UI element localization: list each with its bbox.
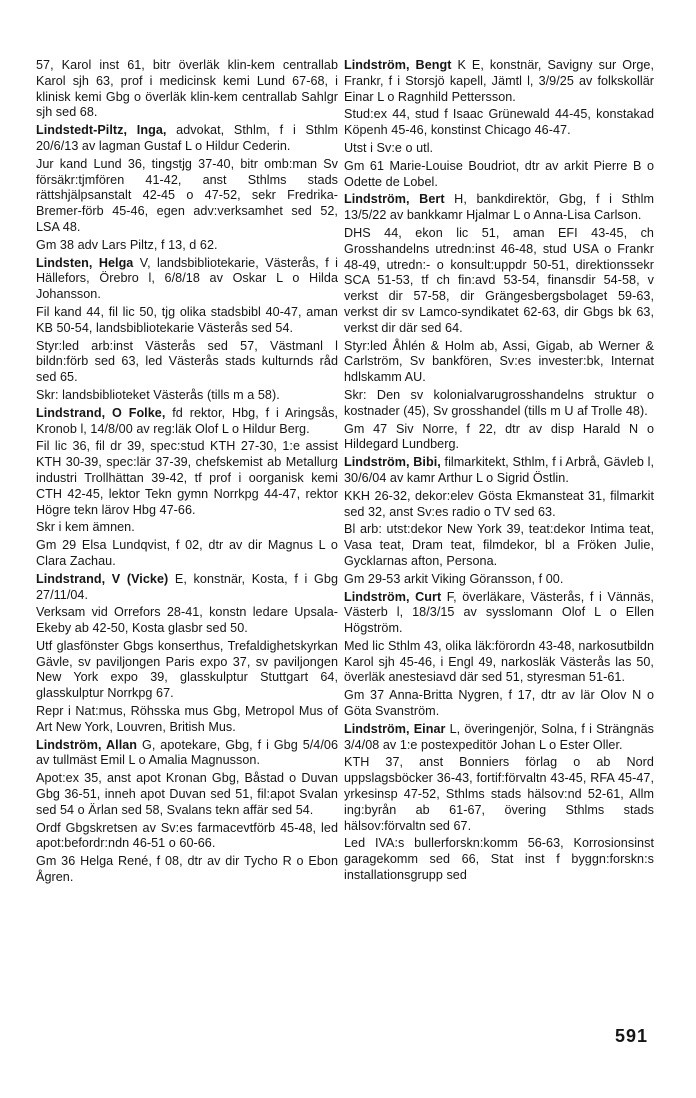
- entry-paragraph: [344, 688, 654, 720]
- entry-text: Apot:ex 35, anst apot Kronan Gbg, Båstad o Duvan Gbg 36-51, inneh apot Duvan sed 51, fil:apot Svalan sed 54 o Ärlan sed 58, Svalans tekn affär sed 54.: [36, 771, 338, 817]
- entry-name: Lindstrand, O Folke,: [36, 405, 166, 420]
- entry-text: KTH 37, anst Bonniers förlag o ab Nord uppslagsböcker 36-43, fortif:förvaltn 43-45, RFA 45-47, yrkesinsp 47-52, Sthlms stads hälsov:nd 52-61, Allm ing:byrån ab 61-67, övering Sthlms stads hälsov:förvaltn sed 67.: [344, 755, 654, 833]
- entry-text: L, överingenjör, Solna, f i Strängnäs 3/4/08 av 1:e postexpeditör Johan L o Ester Oller.: [344, 721, 654, 752]
- entry-heading-paragraph: [344, 722, 654, 754]
- entry-heading-paragraph: [344, 590, 654, 637]
- entry-paragraph: [36, 639, 338, 702]
- entry-text: Gm 37 Anna-Britta Nygren, f 17, dtr av lär Olov N o Göta Svanström.: [344, 688, 654, 719]
- entry-text: Jur kand Lund 36, tingstjg 37-40, bitr omb:man Sv försäkr:tjmfören 41-42, anst Sthlms stads rättshjälpsanstalt 42-45 o 47-52, sekr Fredrika-Bremer-förb 45-46, egen adv:verksamhet sed 52, LSA 48.: [36, 156, 338, 234]
- biography-entry: [36, 406, 338, 570]
- entry-paragraph: [344, 489, 654, 521]
- left-column: [36, 58, 338, 888]
- entry-text: Utst i Sv:e o utl.: [344, 140, 434, 155]
- entry-name: Lindström, Bengt: [344, 58, 452, 72]
- page-number: 591: [614, 1026, 648, 1046]
- entry-paragraph: [344, 422, 654, 454]
- entry-paragraph: [36, 305, 338, 337]
- entry-text: Styr:led arb:inst Västerås sed 57, Västmanl l bildn:förb sed 63, led Västerås stads kulturnds råd sed 65.: [36, 338, 338, 385]
- entry-paragraph: [36, 771, 338, 818]
- entry-text: Med lic Sthlm 43, olika läk:förordn 43-48, narkosutbildn Karol sjh 45-46, i Engl 49, narkosläk Västerås las 50, överläk anestesiavd där sed 51, styresman 51-61.: [344, 638, 654, 685]
- entry-text: Gm 36 Helga René, f 08, dtr av dir Tycho R o Ebon Ågren.: [36, 854, 338, 885]
- entry-heading-paragraph: [36, 256, 338, 303]
- entry-name: Lindstrand, V (Vicke): [36, 571, 169, 586]
- entry-paragraph: [344, 388, 654, 420]
- biography-entry: [36, 572, 338, 736]
- entry-name: Lindström, Allan: [36, 737, 138, 752]
- entry-text: Utf glasfönster Gbgs konserthus, Trefaldighetskyrkan Gävle, sv paviljongen Paris expo 37, sv paviljongen New York expo 39, glasskulptur Stuttgart 64, glasskulptur Norrkpg 67.: [36, 638, 338, 701]
- entry-text: Gm 38 adv Lars Piltz, f 13, d 62.: [36, 237, 218, 252]
- entry-text: F, överläkare, Västerås, f i Vännäs, Västerb l, 18/3/15 av sysslomann Olof L o Ellen Högström.: [344, 589, 654, 636]
- entry-text: advokat, Sthlm, f i Sthlm 20/6/13 av lagman Gustaf L o Hildur Cederin.: [36, 123, 338, 153]
- entry-text: Gm 29 Elsa Lundqvist, f 02, dtr av dir Magnus L o Clara Zachau.: [36, 538, 338, 568]
- biography-entry: [344, 722, 654, 884]
- entry-text: V, landsbibliotekarie, Västerås, f i Hällefors, Örebro l, 6/8/18 av Oskar L o Hilda Johansson.: [36, 255, 338, 302]
- biography-entry: [36, 738, 338, 886]
- entry-heading-paragraph: [344, 192, 654, 224]
- biography-entry: [344, 455, 654, 587]
- entry-text: Gm 61 Marie-Louise Boudriot, dtr av arkit Pierre B o Odette de Lobel.: [344, 158, 654, 189]
- entry-text: fd rektor, Hbg, f i Aringsås, Kronob l, 14/8/00 av reg:läk Olof L o Hildur Berg.: [36, 405, 338, 436]
- entry-heading-paragraph: [344, 455, 654, 487]
- entry-paragraph: [36, 538, 338, 570]
- entry-text: Skr i kem ämnen.: [36, 520, 135, 535]
- entry-paragraph: [36, 439, 338, 518]
- entry-text: Gm 29-53 arkit Viking Göransson, f 00.: [344, 571, 564, 586]
- entry-paragraph: [36, 339, 338, 386]
- entry-paragraph: [36, 388, 338, 404]
- entry-text: Skr: landsbiblioteket Västerås (tills m a 58).: [36, 387, 280, 402]
- entry-text: Verksam vid Orrefors 28-41, konstn ledare Upsala-Ekeby ab 42-50, Kosta glasbr sed 50.: [36, 605, 338, 636]
- entry-text: Led IVA:s bullerforskn:komm 56-63, Korrosionsinst garagekomm sed 66, Stat inst f byggn:forskn:s installationsgrupp sed: [344, 836, 654, 883]
- entry-paragraph: [344, 836, 654, 883]
- entry-text: Gm 47 Siv Norre, f 22, dtr av disp Harald N o Hildegard Lundberg.: [344, 421, 654, 452]
- entry-name: Lindstedt-Piltz, Inga,: [36, 123, 167, 138]
- entry-text: filmarkitekt, Sthlm, f i Arbrå, Gävleb l, 30/6/04 av kamr Arthur L o Sigrid Östlin.: [344, 455, 654, 485]
- entry-text: H, bankdirektör, Gbg, f i Sthlm 13/5/22 av bankkamr Hjalmar L o Anna-Lisa Carlson.: [344, 192, 654, 223]
- entry-paragraph: [344, 522, 654, 569]
- entry-paragraph: [344, 107, 654, 139]
- entry-text: DHS 44, ekon lic 51, aman EFI 43-45, ch Grosshandelns utredn:inst 46-48, stud USA o Frankr 48-49, utredn:- o konsult:uppdr 50-51, direktionssekr SCA 51-53, tf ch fin:avd 53-54, finansdir 54-58, v verkst dir 57-58, dir Grängesbergsbolaget 59-63, verkst dir sv Lamco-syndikatet 62-63, dir Gbgs bk 63, verkst dir där sed 64.: [344, 225, 654, 335]
- entry-name: Lindström, Einar: [344, 721, 446, 736]
- entry-text: Ordf Gbgskretsen av Sv:es farmacevtförb 45-48, led apot:befordr:ndn 46-51 o 60-66.: [36, 820, 338, 851]
- entry-paragraph: [344, 572, 654, 588]
- entry-name: Lindström, Bert: [344, 192, 445, 207]
- entry-paragraph: [344, 339, 654, 386]
- biography-entry: [344, 590, 654, 720]
- entry-text: 57, Karol inst 61, bitr överläk klin-kem centrallab Karol sjh 63, prof i medicinsk kemi Lund 67-68, i klinisk kemi Gbg o överläk klin-kem centrallab Sahlgr sjh sed 68.: [36, 58, 338, 120]
- entry-text: E, konstnär, Kosta, f i Gbg 27/11/04.: [36, 571, 338, 602]
- entry-paragraph: [36, 157, 338, 236]
- entry-heading-paragraph: [36, 123, 338, 155]
- entry-paragraph: [36, 854, 338, 886]
- entry-name: Lindström, Curt: [344, 589, 442, 604]
- entry-text: Styr:led Åhlén & Holm ab, Assi, Gigab, ab Werner & Carlström, Sv bankfören, Sv:es invester:bk, Internat hdlskamm AU.: [344, 338, 654, 385]
- entry-heading-paragraph: [36, 738, 338, 770]
- entry-name: Lindström, Bibi,: [344, 455, 441, 470]
- entry-paragraph: [36, 704, 338, 736]
- biography-entry: [36, 123, 338, 253]
- entry-paragraph: [36, 520, 338, 536]
- entry-paragraph: [344, 226, 654, 337]
- entry-name: Lindsten, Helga: [36, 255, 134, 270]
- entry-text: Bl arb: utst:dekor New York 39, teat:dekor Intima teat, Vasa teat, Dram teat, filmdekor, bl a Fröken Julie, Gycklarnas afton, Persona.: [344, 522, 654, 568]
- biography-entry: [36, 58, 338, 121]
- entry-text: Stud:ex 44, stud f Isaac Grünewald 44-45, konstakad Köpenh 45-46, konstinst Chicago 46-47.: [344, 107, 654, 138]
- entry-paragraph: [344, 159, 654, 191]
- entry-text: Fil lic 36, fil dr 39, spec:stud KTH 27-30, 1:e assist KTH 30-39, spec:lär 37-39, chefskemist ab Metallurg industri Trollhättan 39-42, tf prof i oorganisk kemi CTH 42-45, lektor Tekn gymn Norrkpg 44-47, rektor Högre tekn lärov Hbg 47-66.: [36, 439, 338, 517]
- entry-paragraph: [344, 141, 654, 157]
- entry-text: Skr: Den sv kolonialvarugrosshandelns struktur o kostnader (45), Sv grosshandel (tills m U af Trolle 48).: [344, 387, 654, 418]
- entry-heading-paragraph: [36, 572, 338, 604]
- entry-text: Repr i Nat:mus, Röhsska mus Gbg, Metropol Mus of Art New York, Louvren, British Mus.: [36, 704, 338, 734]
- right-column: [344, 58, 654, 886]
- entry-paragraph: [36, 238, 338, 254]
- entry-text: K E, konstnär, Savigny sur Orge, Frankr, f i Storsjö kapell, Jämtl l, 3/9/25 av folkskollär Einar L o Ragnhild Pettersson.: [344, 58, 655, 104]
- biography-entry: [36, 256, 338, 404]
- biography-entry: [344, 192, 654, 453]
- entry-paragraph: [36, 605, 338, 637]
- entry-text: KKH 26-32, dekor:elev Gösta Ekmansteat 31, filmarkit sed 32, anst Sv:es radio o TV sed 63.: [344, 488, 654, 519]
- entry-paragraph: [36, 821, 338, 853]
- entry-paragraph: [344, 639, 654, 686]
- entry-paragraph: [344, 755, 654, 834]
- entry-text: Fil kand 44, fil lic 50, tjg olika stadsbibl 40-47, aman KB 50-54, landsbibliotekarie Västerås sed 54.: [36, 304, 338, 335]
- entry-heading-paragraph: [36, 406, 338, 438]
- entry-heading-paragraph: [36, 58, 338, 121]
- biography-entry: [344, 58, 654, 190]
- entry-text: G, apotekare, Gbg, f i Gbg 5/4/06 av tullmäst Emil L o Amalia Magnusson.: [36, 737, 339, 768]
- entry-heading-paragraph: [344, 58, 654, 105]
